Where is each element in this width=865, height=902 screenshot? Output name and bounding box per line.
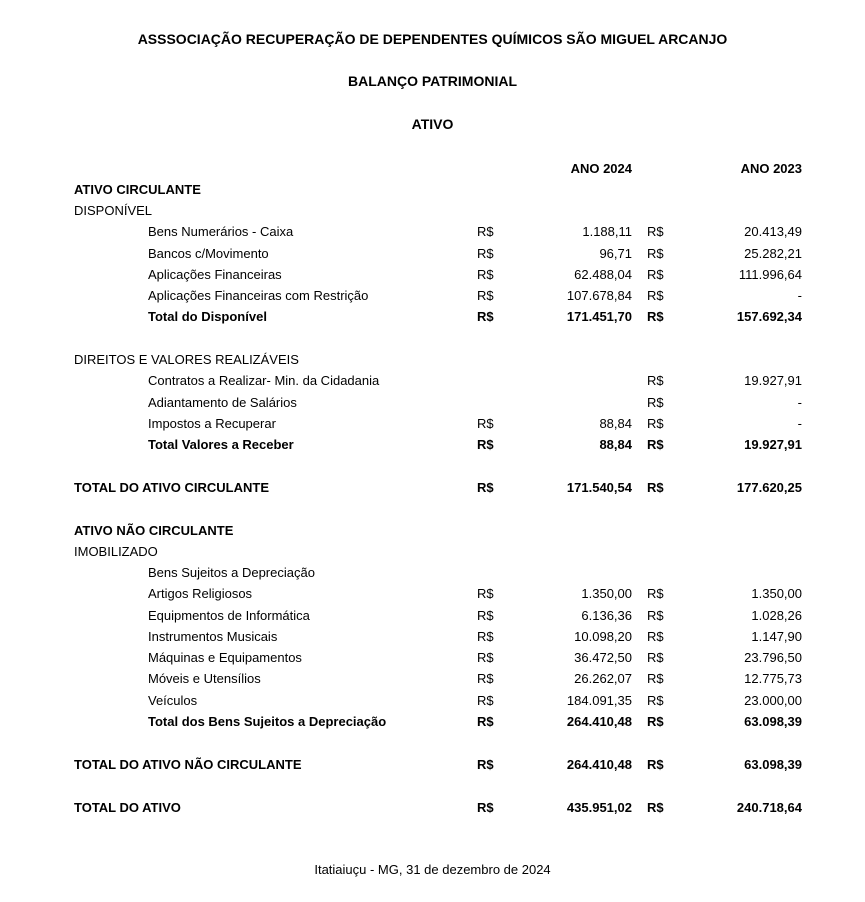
row-label: Contratos a Realizar- Min. da Cidadania: [148, 373, 380, 388]
row-label: ATIVO CIRCULANTE: [74, 182, 201, 197]
table-row: [0, 393, 865, 413]
value-2023: 177.620,25: [736, 480, 802, 495]
value-2024: 1.350,00: [581, 586, 632, 601]
row-label: Instrumentos Musicais: [148, 629, 278, 644]
value-2023: 20.413,49: [744, 224, 802, 239]
table-row: [0, 435, 865, 455]
row-label: TOTAL DO ATIVO NÃO CIRCULANTE: [74, 757, 302, 772]
value-2023: 1.028,26: [751, 608, 802, 623]
value-2024: 264.410,48: [566, 757, 632, 772]
currency-2024: R$: [477, 246, 494, 261]
currency-2023: R$: [647, 629, 664, 644]
table-row: [0, 307, 865, 327]
value-2023: -: [797, 395, 802, 410]
value-2024: 88,84: [599, 437, 632, 452]
currency-2023: R$: [647, 373, 664, 388]
column-header-2023: ANO 2023: [740, 161, 802, 176]
currency-2024: R$: [477, 224, 494, 239]
currency-2024: R$: [477, 671, 494, 686]
value-2024: 6.136,36: [581, 608, 632, 623]
value-2024: 1.188,11: [582, 224, 632, 239]
row-label: Máquinas e Equipamentos: [148, 650, 302, 665]
value-2024: 184.091,35: [566, 693, 632, 708]
value-2024: 88,84: [599, 416, 632, 431]
currency-2023: R$: [647, 395, 664, 410]
table-row: [0, 521, 865, 541]
table-row: [0, 691, 865, 711]
document-title: BALANÇO PATRIMONIAL: [347, 73, 518, 89]
currency-2023: R$: [647, 288, 664, 303]
currency-2024: R$: [477, 650, 494, 665]
currency-2023: R$: [647, 650, 664, 665]
currency-2024: R$: [477, 437, 494, 452]
value-2024: 264.410,48: [566, 714, 632, 729]
row-label: Total dos Bens Sujeitos a Depreciação: [148, 714, 387, 729]
value-2024: 171.451,70: [566, 309, 632, 324]
currency-2023: R$: [647, 309, 664, 324]
table-row: [0, 350, 865, 370]
currency-2023: R$: [647, 437, 664, 452]
table-row: [0, 265, 865, 285]
currency-2024: R$: [477, 757, 494, 772]
row-label: IMOBILIZADO: [74, 544, 158, 559]
table-row: [0, 584, 865, 604]
currency-2024: R$: [477, 480, 494, 495]
currency-2024: R$: [477, 714, 494, 729]
currency-2024: R$: [477, 629, 494, 644]
currency-2024: R$: [477, 586, 494, 601]
row-label: Bancos c/Movimento: [148, 246, 269, 261]
value-2023: 25.282,21: [744, 246, 802, 261]
row-label: Impostos a Recuperar: [148, 416, 276, 431]
row-label: Bens Numerários - Caixa: [148, 224, 294, 239]
value-2024: 26.262,07: [574, 671, 632, 686]
table-row: [0, 798, 865, 818]
table-row: [0, 627, 865, 647]
table-row: [0, 755, 865, 775]
value-2023: 23.000,00: [744, 693, 802, 708]
value-2023: 12.775,73: [744, 671, 802, 686]
row-label: TOTAL DO ATIVO CIRCULANTE: [74, 480, 269, 495]
value-2023: 63.098,39: [744, 757, 802, 772]
value-2024: 107.678,84: [566, 288, 632, 303]
row-label: ATIVO NÃO CIRCULANTE: [74, 523, 234, 538]
table-row: [0, 286, 865, 306]
currency-2023: R$: [647, 267, 664, 282]
row-label: Aplicações Financeiras com Restrição: [148, 288, 369, 303]
currency-2023: R$: [647, 608, 664, 623]
section-title: ATIVO: [411, 116, 454, 132]
value-2023: 19.927,91: [744, 437, 802, 452]
currency-2024: R$: [477, 288, 494, 303]
row-label: DIREITOS E VALORES REALIZÁVEIS: [74, 352, 299, 367]
value-2023: 19.927,91: [744, 373, 802, 388]
table-row: [0, 180, 865, 200]
value-2023: 111.996,64: [738, 267, 802, 282]
table-row: [0, 244, 865, 264]
row-label: Equipmentos de Informática: [148, 608, 310, 623]
value-2024: 435.951,02: [566, 800, 632, 815]
row-label: Total Valores a Receber: [148, 437, 294, 452]
value-2023: 1.147,90: [751, 629, 802, 644]
currency-2024: R$: [477, 267, 494, 282]
currency-2024: R$: [477, 309, 494, 324]
row-label: Bens Sujeitos a Depreciação: [148, 565, 315, 580]
currency-2023: R$: [647, 671, 664, 686]
currency-2024: R$: [477, 416, 494, 431]
value-2023: 1.350,00: [751, 586, 802, 601]
currency-2023: R$: [647, 416, 664, 431]
currency-2023: R$: [647, 246, 664, 261]
table-row: [0, 712, 865, 732]
value-2023: 23.796,50: [744, 650, 802, 665]
value-2023: 240.718,64: [736, 800, 802, 815]
currency-2023: R$: [647, 800, 664, 815]
row-label: Aplicações Financeiras: [148, 267, 282, 282]
value-2024: 96,71: [599, 246, 632, 261]
row-label: DISPONÍVEL: [74, 203, 153, 218]
row-label: Artigos Religiosos: [148, 586, 253, 601]
currency-2024: R$: [477, 608, 494, 623]
currency-2023: R$: [647, 693, 664, 708]
currency-2023: R$: [647, 757, 664, 772]
table-row: [0, 542, 865, 562]
table-row: [0, 563, 865, 583]
currency-2023: R$: [647, 224, 664, 239]
currency-2023: R$: [647, 586, 664, 601]
footer-place-date: Itatiaiuçu - MG, 31 de dezembro de 2024: [314, 862, 551, 877]
row-label: TOTAL DO ATIVO: [74, 800, 181, 815]
currency-2023: R$: [647, 714, 664, 729]
row-label: Adiantamento de Salários: [148, 395, 297, 410]
table-row: [0, 478, 865, 498]
value-2023: -: [797, 288, 802, 303]
table-row: [0, 606, 865, 626]
value-2024: 171.540,54: [566, 480, 632, 495]
table-row: [0, 669, 865, 689]
currency-2024: R$: [477, 693, 494, 708]
table-row: [0, 648, 865, 668]
value-2023: -: [797, 416, 802, 431]
row-label: Veículos: [148, 693, 198, 708]
value-2024: 62.488,04: [574, 267, 632, 282]
value-2024: 10.098,20: [574, 629, 632, 644]
currency-2024: R$: [477, 800, 494, 815]
row-label: Móveis e Utensílios: [148, 671, 261, 686]
organization-name: ASSSOCIAÇÃO RECUPERAÇÃO DE DEPENDENTES QUÍMICOS SÃO MIGUEL ARCANJO: [137, 31, 728, 47]
table-row: [0, 371, 865, 391]
currency-2023: R$: [647, 480, 664, 495]
table-row: [0, 414, 865, 434]
column-header-2024: ANO 2024: [570, 161, 632, 176]
value-2024: 36.472,50: [574, 650, 632, 665]
table-row: [0, 222, 865, 242]
row-label: Total do Disponível: [148, 309, 267, 324]
value-2023: 63.098,39: [744, 714, 802, 729]
value-2023: 157.692,34: [736, 309, 802, 324]
table-row: [0, 201, 865, 221]
